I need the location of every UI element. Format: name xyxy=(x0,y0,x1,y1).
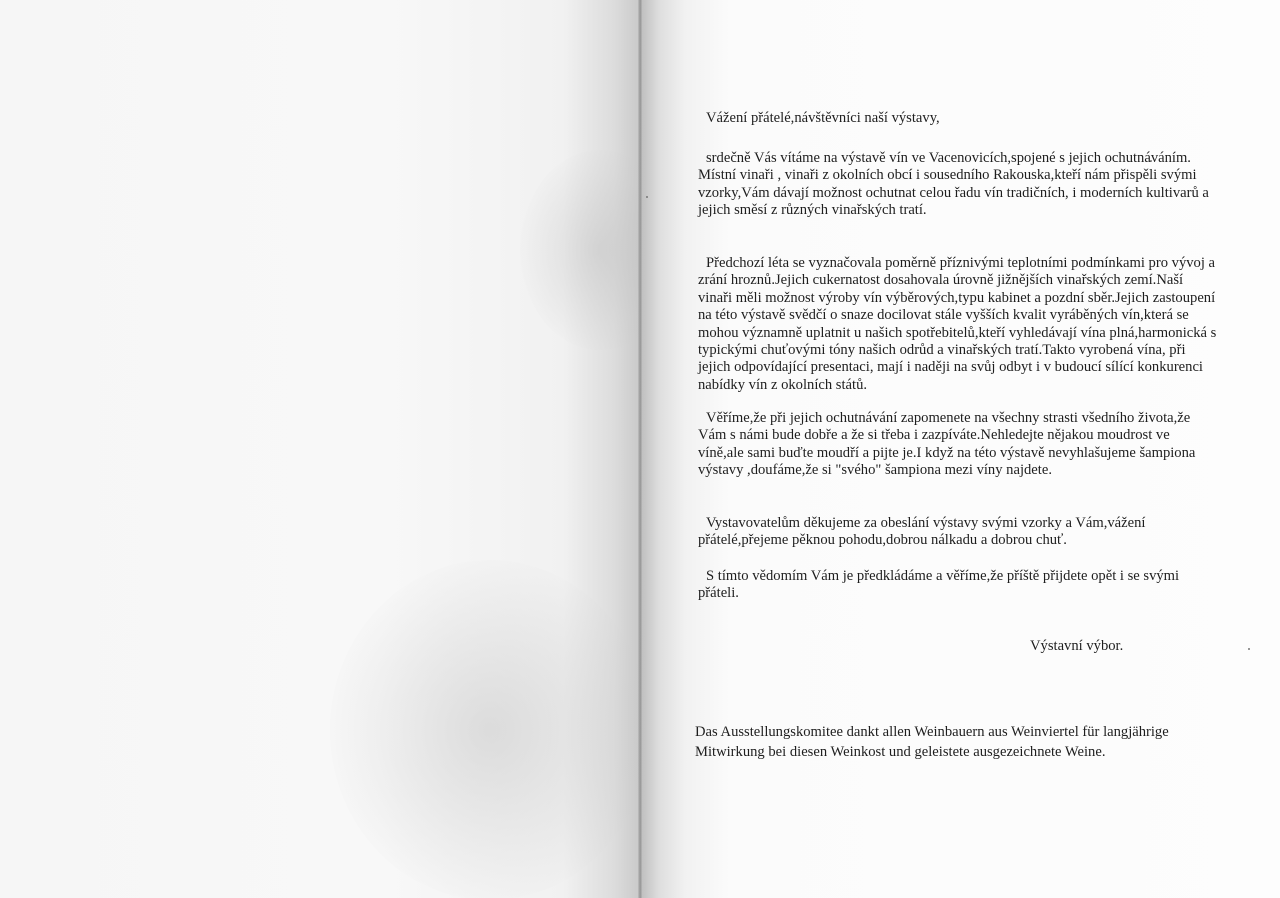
letter-paragraph-4 xyxy=(698,515,1218,550)
paragraph-1-welcome: srdečně Vás vítáme na výstavě vín ve Vacenovicích,spojené s jejich ochutnáváním. xyxy=(706,150,1191,166)
letter-signature: Výstavní výbor. xyxy=(1030,638,1124,654)
letter-paragraph-2 xyxy=(698,255,1218,394)
letter-paragraph-5 xyxy=(698,568,1218,603)
letter-paragraph-1 xyxy=(698,150,1218,220)
paper-speck xyxy=(646,196,648,198)
letter-salutation: Vážení přátelé,návštěvníci naší výstavy, xyxy=(706,110,940,126)
paragraph-5-text: S tímto vědomím Vám je předkládáme a věříme,že příště přijdete opět i se svými přáteli. xyxy=(698,568,1180,602)
paragraph-1-winemakers: Místní vinaři , vinaři z okolních obcí i sousedního Rakouska,kteří nám přispěli svými vzorky,Vám dávají možnost ochutnat celou řadu vín tradičních, i moderních kultivarů a jejich směsí z různých vinařských tratí. xyxy=(698,167,1209,219)
paper-speck xyxy=(1248,648,1250,650)
paragraph-4-text: Vystavovatelům děkujeme za obeslání výstavy svými vzorky a Vám,vážení přátelé,přejeme pěknou pohodu,dobrou nálkadu a dobrou chuť. xyxy=(698,515,1146,549)
page-fold xyxy=(638,0,642,898)
paragraph-2-text: Předchozí léta se vyznačovala poměrně příznivými teplotními podmínkami pro vývoj a zrání hroznů.Jejich cukernatost dosahovala úrovně jižnějších vinařských zemí.Naší vinaři měli možnost výroby vín výběrových,typu kabinet a pozdní sběr.Jejich zastoupení na této výstavě svědčí o snaze docilovat stále vyšších kvalit vyráběných vín,která se mohou významně uplatnit u našich spotřebitelů,kteří vyhledávají vína plná,harmonická s typickými chuťovými tóny našich odrůd a vinařských tratí.Takto vyrobená vína, při jejich odpovídající presentaci, mají i naději na svůj odbyt i v budoucí sílící konkurenci nabídky vín z okolních států. xyxy=(698,255,1217,393)
paper-shadow xyxy=(330,560,650,898)
paragraph-3-text: Věříme,že při jejich ochutnávání zapomenete na všechny strasti všedního života,že Vám s námi bude dobře a že si třeba i zazpíváte.Nehledejte nějakou moudrost ve víně,ale sami buďte moudří a pijte je.I když na této výstavě nevyhlašujeme šampiona výstavy ,doufáme,že si "svého" šampiona mezi víny najdete. xyxy=(698,410,1196,479)
german-acknowledgement: Das Ausstellungskomitee dankt allen Weinbauern aus Weinviertel für langjährige Mitwirkung bei diesen Weinkost und geleistete ausgezeichnete Weine. xyxy=(695,724,1169,760)
letter-paragraph-3 xyxy=(698,410,1218,480)
